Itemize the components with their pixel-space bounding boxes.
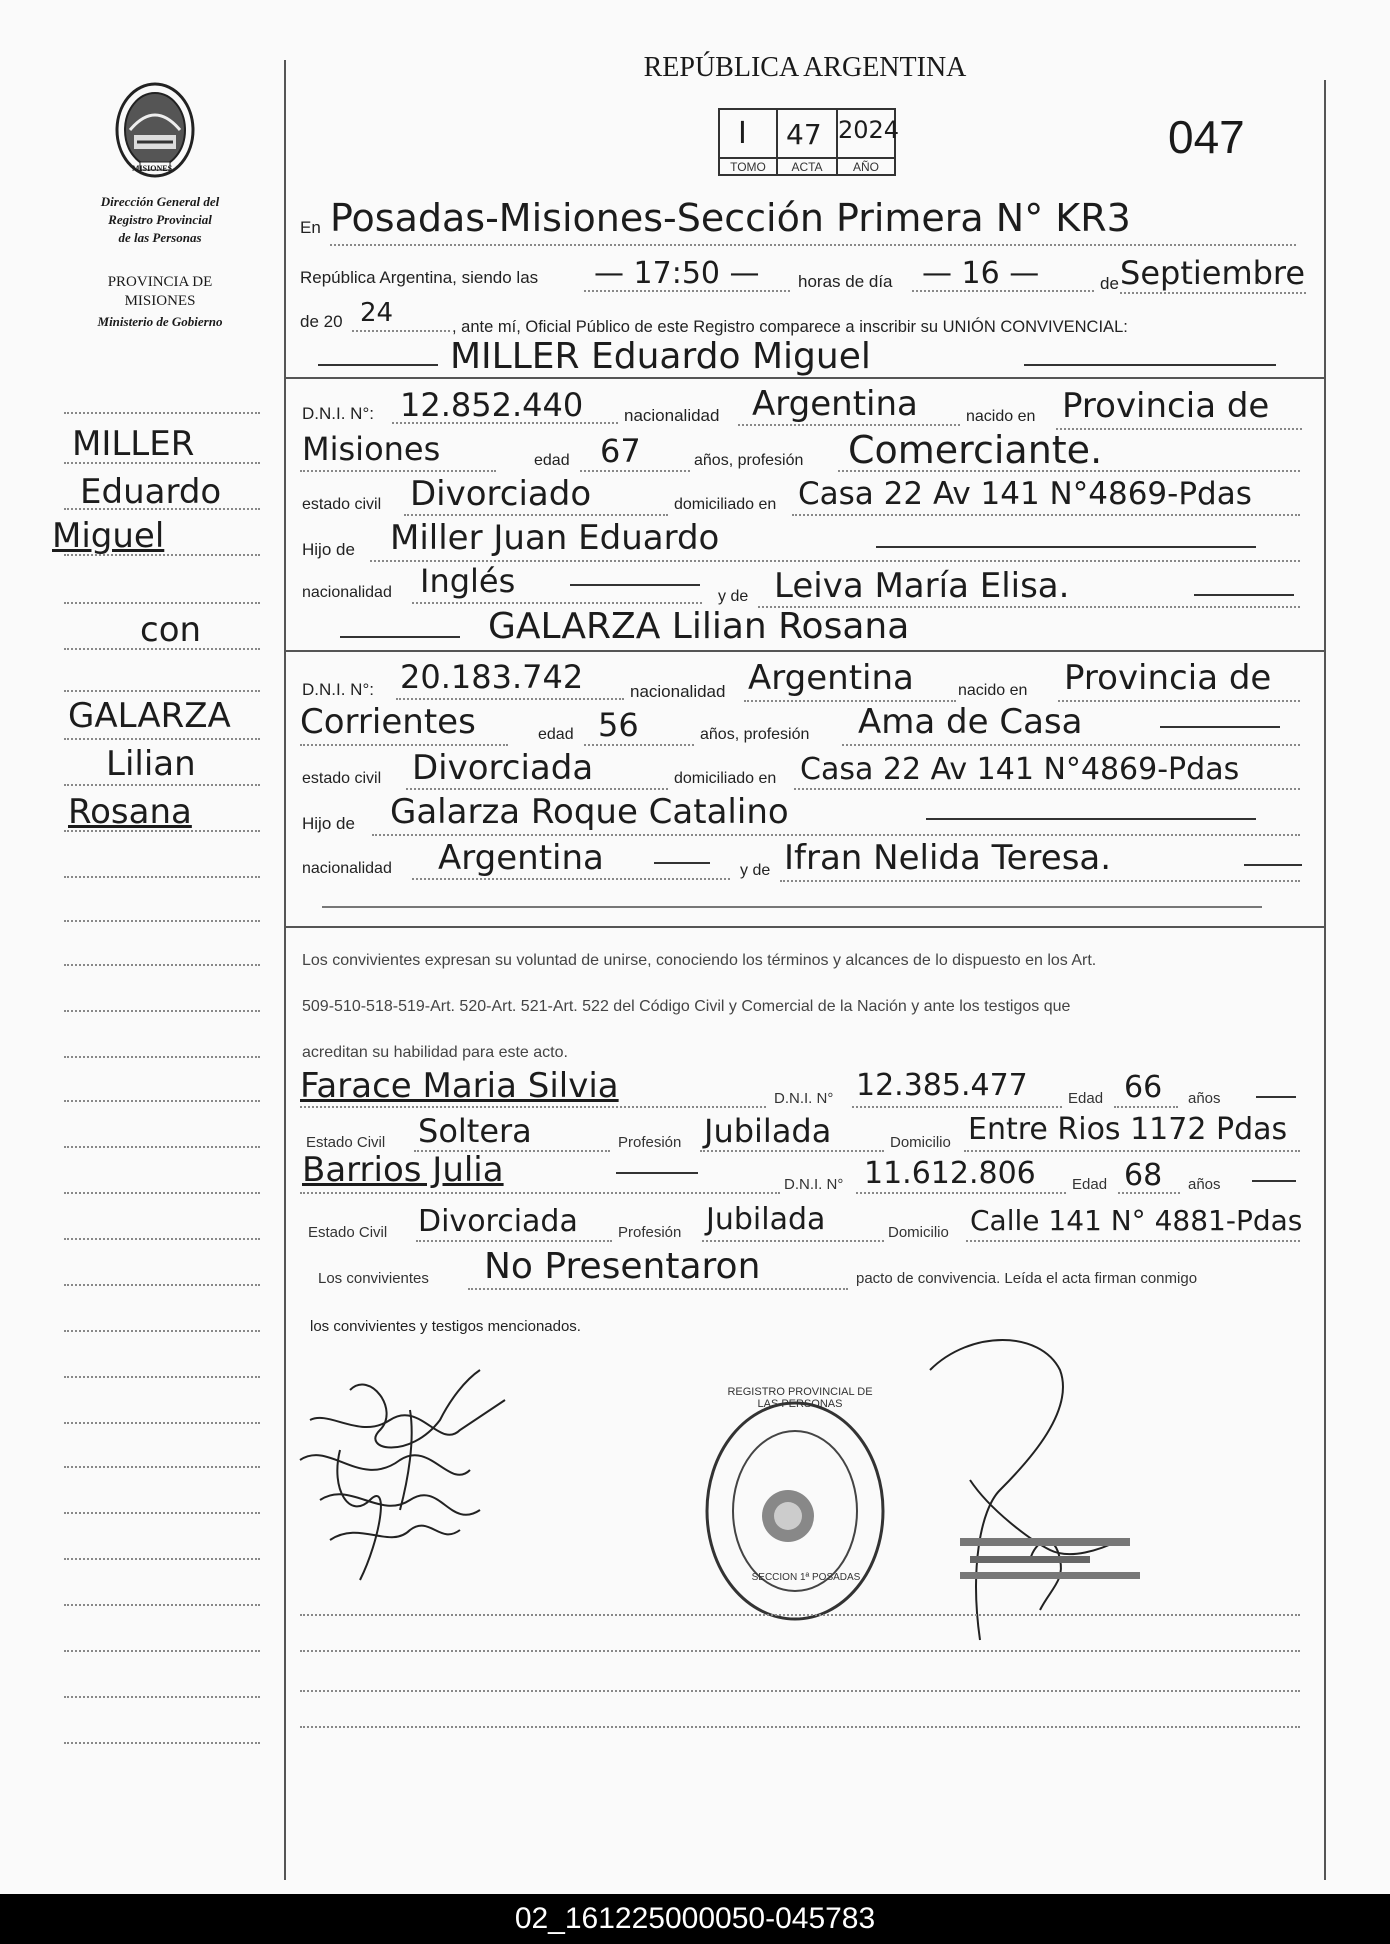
w2-estado: Divorciada	[418, 1204, 578, 1239]
seal-text: MISIONES	[132, 164, 173, 173]
margin-row	[64, 876, 260, 878]
p2-domicilio: Casa 22 Av 141 N°4869-Pdas	[800, 752, 1240, 787]
p1-nac-padre-line	[412, 602, 702, 604]
p1-madre: Leiva María Elisa.	[774, 566, 1070, 606]
w1-edad-label: Edad	[1068, 1090, 1104, 1107]
w2-edad-label: Edad	[1072, 1176, 1108, 1193]
margin-row	[64, 462, 260, 464]
margin-p1-line1: MILLER	[72, 424, 195, 464]
margin-row	[64, 1604, 260, 1606]
margin-row	[64, 554, 260, 556]
p2-domicilio-line	[794, 788, 1300, 790]
w1-name-line	[300, 1106, 766, 1108]
margin-row	[64, 1056, 260, 1058]
p1-estado-line	[404, 514, 668, 516]
margin-row	[64, 690, 260, 692]
w1-name: Farace Maria Silvia	[300, 1066, 619, 1106]
blank-row	[300, 1726, 1300, 1728]
official-signature	[880, 1310, 1160, 1670]
record-box-divider	[718, 157, 896, 159]
p2-estado-label: estado civil	[302, 770, 382, 787]
w2-anios-fill	[1252, 1180, 1296, 1182]
margin-p2-line3: Rosana	[68, 792, 192, 832]
w1-dni-line	[852, 1106, 1062, 1108]
pacto-line	[468, 1288, 848, 1290]
margin-row	[64, 784, 260, 786]
person1-name-line-right	[1024, 364, 1276, 366]
person1-fullname: MILLER Eduardo Miguel	[450, 336, 871, 377]
margin-row	[64, 1146, 260, 1148]
year-suffix: 24	[360, 298, 394, 328]
person1-name-line-left	[318, 364, 438, 366]
province-line2: MISIONES	[124, 293, 196, 309]
p2-dni: 20.183.742	[400, 658, 584, 696]
horas-label: horas de día	[798, 272, 893, 291]
w2-dni: 11.612.806	[864, 1156, 1036, 1191]
acta-label: ACTA	[791, 160, 823, 174]
margin-row	[64, 1558, 260, 1560]
margin-row	[64, 1284, 260, 1286]
p1-nac-padre: Inglés	[420, 562, 516, 600]
w1-profesion-line	[700, 1150, 884, 1152]
anio-label: AÑO	[852, 160, 879, 174]
p2-edad-line	[584, 744, 694, 746]
right-border	[1324, 80, 1326, 1880]
w2-name: Barrios Julia	[302, 1150, 504, 1190]
margin-p1-line2: Eduardo	[80, 472, 222, 512]
p2-dni-label: D.N.I. N°:	[302, 680, 374, 699]
section-divider-3	[284, 926, 1324, 928]
p1-edad-line	[580, 470, 690, 472]
p2-profesion: Ama de Casa	[858, 702, 1083, 742]
p2-nacido-en-2: Corrientes	[300, 702, 476, 742]
scan-footer-id: 02_161225000050-045783	[0, 1894, 1390, 1944]
margin-connector: con	[140, 610, 202, 650]
p2-madre-line	[780, 880, 1300, 882]
w1-dni-label: D.N.I. N°	[774, 1090, 834, 1107]
p2-profesion-fill	[1160, 726, 1280, 728]
p1-edad-label: edad	[534, 452, 570, 469]
blank-row	[300, 1614, 1300, 1616]
margin-row	[64, 1422, 260, 1424]
margin-row	[64, 1696, 260, 1698]
w2-profesion-label: Profesión	[618, 1224, 682, 1241]
p1-padre-fill	[876, 546, 1256, 548]
p1-domicilio-label: domiciliado en	[674, 496, 777, 513]
margin-row	[64, 1650, 260, 1652]
p2-padre-fill	[926, 818, 1256, 820]
p2-madre-fill	[1244, 864, 1302, 866]
p2-nacionalidad-label: nacionalidad	[630, 682, 726, 701]
p2-padre-line	[372, 834, 1300, 836]
section-divider-1	[284, 377, 1324, 379]
p1-nac-padre-fill	[570, 584, 700, 586]
w2-domicilio-line	[966, 1240, 1300, 1242]
time-value: — 17:50 —	[594, 256, 760, 291]
w2-profesion: Jubilada	[706, 1202, 826, 1237]
witness-signatures	[290, 1350, 550, 1600]
p1-anios-label: años, profesión	[694, 452, 804, 469]
p2-nac-padre-label: nacionalidad	[302, 860, 392, 877]
p1-nacido-label: nacido en	[966, 408, 1036, 425]
w1-profesion: Jubilada	[704, 1112, 832, 1150]
province-line1: PROVINCIA DE	[107, 274, 213, 290]
legal-line-1: Los convivientes expresan su voluntad de unirse, conociendo los términos y alcances de lo dispuesto en los Art.	[302, 952, 1097, 969]
closing-line-2: los convivientes y testigos mencionados.	[310, 1318, 581, 1335]
w2-edad: 68	[1124, 1158, 1163, 1193]
w1-domicilio: Entre Rios 1172 Pdas	[968, 1112, 1288, 1147]
org-name-line2: Registro Provincial	[108, 212, 212, 227]
margin-row	[64, 1100, 260, 1102]
p1-domicilio: Casa 22 Av 141 N°4869-Pdas	[798, 476, 1252, 512]
p1-domicilio-line	[792, 514, 1300, 516]
p1-estado: Divorciado	[410, 474, 592, 514]
p1-dni-label: D.N.I. N°:	[302, 404, 374, 423]
w1-domicilio-line	[964, 1150, 1300, 1152]
p2-estado: Divorciada	[412, 748, 594, 788]
p1-nacionalidad-line	[738, 424, 960, 426]
margin-row	[64, 602, 260, 604]
w1-anios-label: años	[1188, 1090, 1221, 1107]
margin-row	[64, 1010, 260, 1012]
p2-nacido-line	[1058, 700, 1300, 702]
year-line	[352, 330, 450, 332]
p1-madre-fill	[1194, 594, 1294, 596]
w2-domicilio-label: Domicilio	[888, 1224, 949, 1241]
p2-nac-padre-fill	[654, 862, 710, 864]
w2-anios-label: años	[1188, 1176, 1221, 1193]
tomo-label: TOMO	[730, 160, 766, 174]
p1-yde-label: y de	[718, 588, 749, 605]
p2-domicilio-label: domiciliado en	[674, 770, 777, 787]
en-label: En	[300, 218, 321, 237]
month-value: Septiembre	[1120, 254, 1306, 292]
republica-label: República Argentina, siendo las	[300, 268, 539, 287]
month-line	[1120, 292, 1306, 294]
p2-nac-padre-line	[412, 878, 730, 880]
p2-hijo-label: Hijo de	[302, 814, 355, 833]
p2-estado-line	[406, 788, 668, 790]
p2-yde-label: y de	[740, 862, 771, 879]
margin-row	[64, 830, 260, 832]
stamp-inner-text: SECCION 1ª POSADAS	[751, 1572, 861, 1583]
p1-nacido2-line	[300, 470, 496, 472]
margin-row	[64, 508, 260, 510]
w2-estado-label: Estado Civil	[308, 1224, 388, 1241]
p2-nacido-label: nacido en	[958, 682, 1028, 699]
margin-row	[64, 1376, 260, 1378]
p2-nacionalidad: Argentina	[748, 658, 914, 698]
w2-dni-line	[856, 1192, 1066, 1194]
blank-row	[300, 1650, 1300, 1652]
p2-madre: Ifran Nelida Teresa.	[784, 838, 1112, 878]
margin-row	[64, 412, 260, 414]
official-stamp	[700, 1396, 890, 1626]
w1-edad-line	[1114, 1106, 1178, 1108]
person2-fullname: GALARZA Lilian Rosana	[488, 606, 910, 647]
left-margin-divider	[284, 60, 286, 1880]
w1-dni: 12.385.477	[856, 1068, 1028, 1103]
margin-p1-line3: Miguel	[52, 516, 165, 556]
margin-p2-line1: GALARZA	[68, 696, 231, 736]
margin-row	[64, 648, 260, 650]
p2-nacido2-line	[300, 744, 508, 746]
p2-dni-line	[396, 698, 624, 700]
stamp-ring-text: REGISTRO PROVINCIAL DE LAS PERSONAS	[727, 1386, 873, 1410]
page-number: 047	[1168, 111, 1245, 163]
w1-domicilio-label: Domicilio	[890, 1134, 951, 1151]
day-value: — 16 —	[922, 256, 1040, 291]
declaration-text: , ante mí, Oficial Público de este Registro comparece a inscribir su UNIÓN CONVIVENCIAL:	[452, 318, 1128, 336]
margin-row	[64, 1466, 260, 1468]
p1-padre: Miller Juan Eduardo	[390, 518, 720, 558]
p2-edad: 56	[598, 706, 639, 744]
margin-row	[64, 1512, 260, 1514]
p1-hijo-label: Hijo de	[302, 540, 355, 559]
w2-domicilio: Calle 141 N° 4881-Pdas	[970, 1204, 1303, 1237]
legal-line-2: 509-510-518-519-Art. 520-Art. 521-Art. 522 del Código Civil y Comercial de la Nación y ante los testigos que	[302, 998, 1071, 1015]
p2-profesion-line	[842, 744, 1300, 746]
legal-line-3: acreditan su habilidad para este acto.	[302, 1044, 568, 1061]
place-line	[330, 244, 1296, 246]
margin-p2-line2: Lilian	[106, 744, 196, 784]
p2-anios-label: años, profesión	[700, 726, 810, 743]
margin-row	[64, 1238, 260, 1240]
p2-nac-padre: Argentina	[438, 838, 604, 878]
p1-profesion: Comerciante.	[848, 428, 1103, 472]
p1-estado-label: estado civil	[302, 496, 382, 513]
section-divider-2	[284, 650, 1324, 652]
w2-profesion-line	[702, 1240, 884, 1242]
p2-edad-label: edad	[538, 726, 574, 743]
w1-anios-fill	[1256, 1096, 1296, 1098]
p2-blank-line	[322, 906, 1262, 908]
p1-nacionalidad-label: nacionalidad	[624, 406, 720, 425]
de-label: de	[1100, 274, 1119, 293]
p2-name-line-left	[340, 636, 460, 638]
p1-nac-padre-label: nacionalidad	[302, 584, 392, 601]
p2-padre: Galarza Roque Catalino	[390, 792, 789, 832]
blank-row	[300, 1690, 1300, 1692]
place-value: Posadas-Misiones-Sección Primera N° KR3	[330, 196, 1131, 240]
pacto-label: pacto de convivencia. Leída el acta firman conmigo	[856, 1270, 1198, 1287]
p1-dni: 12.852.440	[400, 386, 584, 424]
w1-estado-label: Estado Civil	[306, 1134, 386, 1151]
margin-row	[64, 964, 260, 966]
margin-row	[64, 1742, 260, 1744]
country-title: REPÚBLICA ARGENTINA	[643, 52, 967, 83]
org-name-line1: Dirección General del	[100, 194, 220, 209]
p1-nacido-en-2: Misiones	[302, 430, 441, 468]
p2-nacido-en-1: Provincia de	[1064, 658, 1272, 698]
w1-estado: Soltera	[418, 1112, 532, 1150]
acta-value: 47	[786, 118, 822, 151]
w2-estado-line	[416, 1240, 612, 1242]
margin-row	[64, 1192, 260, 1194]
p1-nacionalidad: Argentina	[752, 384, 918, 424]
margin-row	[64, 1330, 260, 1332]
pacto-value: No Presentaron	[484, 1246, 761, 1287]
w2-name-line	[300, 1192, 780, 1194]
anio-value: 2024	[838, 116, 900, 144]
margin-row	[64, 920, 260, 922]
p1-nacido-en-1: Provincia de	[1062, 386, 1270, 426]
w1-profesion-label: Profesión	[618, 1134, 682, 1151]
convivientes-label: Los convivientes	[318, 1270, 429, 1287]
margin-row	[64, 738, 260, 740]
w2-dni-label: D.N.I. N°	[784, 1176, 844, 1193]
tomo-value: I	[738, 116, 747, 151]
w2-name-fill	[616, 1172, 698, 1174]
w1-edad: 66	[1124, 1070, 1163, 1105]
org-name-line3: de las Personas	[118, 230, 202, 245]
p1-edad: 67	[600, 432, 641, 470]
year-prefix: de 20	[300, 312, 343, 331]
ministry-line: Ministerio de Gobierno	[97, 314, 223, 329]
